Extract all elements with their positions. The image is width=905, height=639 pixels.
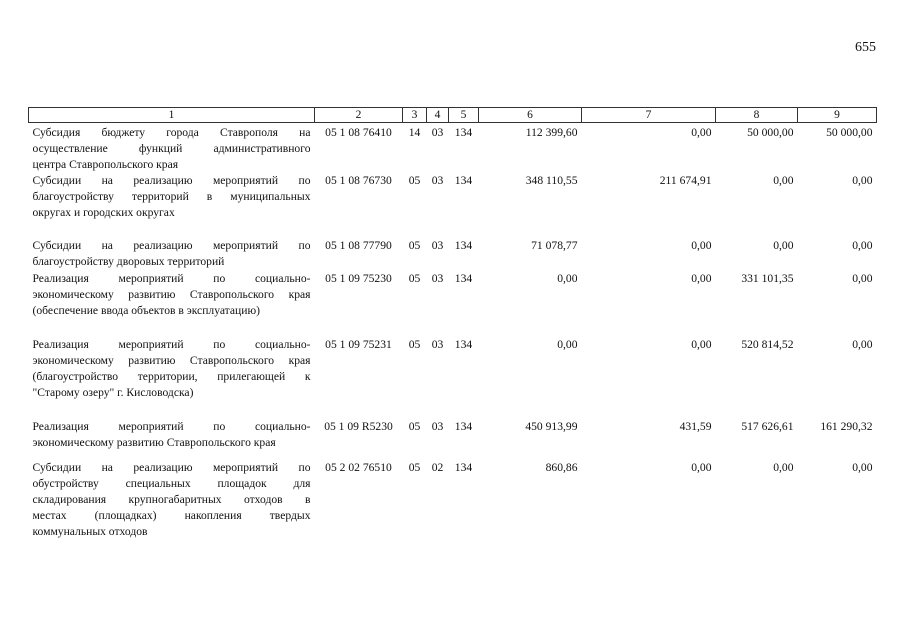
- amount-col7: 0,00: [691, 239, 712, 252]
- description-line: "Старому озеру" г. Кисловодска): [32, 386, 194, 399]
- amount-col8: 517 626,61: [741, 420, 794, 433]
- target-article-code: 05 1 08 76410: [325, 126, 392, 139]
- table-row: [29, 337, 877, 419]
- section-code: 03: [431, 239, 444, 252]
- amount-col8: 331 101,35: [741, 272, 794, 285]
- section-code: 03: [431, 174, 444, 187]
- section-code: 03: [431, 338, 444, 351]
- page-number: 655: [855, 40, 876, 55]
- target-article-code: 05 1 09 75230: [325, 272, 392, 285]
- description-line: Субсидии на реализацию мероприятий по: [32, 461, 311, 474]
- amount-col6: 348 110,55: [525, 174, 578, 187]
- amount-col8: 520 814,52: [741, 338, 794, 351]
- table-row: [29, 271, 877, 337]
- ministry-code: 05: [408, 461, 421, 474]
- ministry-code: 05: [408, 338, 421, 351]
- amount-col6: 0,00: [557, 338, 578, 351]
- description-line: Реализация мероприятий по социально-: [32, 338, 311, 351]
- column-number-row: [29, 108, 877, 123]
- column-header: 3: [403, 108, 427, 123]
- amount-col6: 112 399,60: [525, 126, 578, 139]
- column-header: 6: [479, 108, 582, 123]
- amount-col9: 0,00: [852, 272, 873, 285]
- description-line: складирования крупногабаритных отходов в: [32, 493, 311, 506]
- amount-col6: 450 913,99: [525, 420, 578, 433]
- target-article-code: 05 1 08 76730: [325, 174, 392, 187]
- ministry-code: 05: [408, 239, 421, 252]
- amount-col8: 0,00: [773, 461, 794, 474]
- amount-col7: 431,59: [679, 420, 712, 433]
- amount-col8: 50 000,00: [747, 126, 794, 139]
- expense-type-code: 134: [454, 461, 473, 474]
- amount-col9: 50 000,00: [826, 126, 873, 139]
- column-header: 7: [582, 108, 716, 123]
- description-line: Субсидии на реализацию мероприятий по: [32, 239, 311, 252]
- expense-type-code: 134: [454, 174, 473, 187]
- description-line: (обеспечение ввода объектов в эксплуатацию): [32, 304, 260, 317]
- description-line: благоустройству территорий в муниципальных: [32, 190, 311, 203]
- amount-col9: 0,00: [852, 174, 873, 187]
- row-description: [29, 419, 315, 460]
- amount-col6: 71 078,77: [531, 239, 578, 252]
- amount-col7: 211 674,91: [659, 174, 712, 187]
- description-line: Субсидии на реализацию мероприятий по: [32, 174, 311, 187]
- target-article-code: 05 1 09 R5230: [324, 420, 393, 433]
- description-line: осуществление функций административного: [32, 142, 311, 155]
- row-description: [29, 173, 315, 238]
- description-line: экономическому развитию Ставропольского края: [32, 354, 311, 367]
- column-header: 2: [315, 108, 403, 123]
- ministry-code: 05: [408, 420, 421, 433]
- description-line: (благоустройство территории, прилегающей к: [32, 370, 311, 383]
- description-line: благоустройству дворовых территорий: [32, 255, 225, 268]
- amount-col9: 0,00: [852, 239, 873, 252]
- column-header: 1: [29, 108, 315, 123]
- row-description: [29, 271, 315, 337]
- description-line: обустройству специальных площадок для: [32, 477, 311, 490]
- target-article-code: 05 1 08 77790: [325, 239, 392, 252]
- amount-col6: 0,00: [557, 272, 578, 285]
- ministry-code: 05: [408, 272, 421, 285]
- description-line: Реализация мероприятий по социально-: [32, 272, 311, 285]
- column-header: 9: [798, 108, 877, 123]
- row-description: [29, 460, 315, 540]
- amount-col7: 0,00: [691, 272, 712, 285]
- table-row: [29, 123, 877, 174]
- column-header: 5: [449, 108, 479, 123]
- amount-col9: 0,00: [852, 461, 873, 474]
- section-code: 03: [431, 420, 444, 433]
- description-line: центра Ставропольского края: [32, 158, 179, 171]
- column-header: 4: [427, 108, 449, 123]
- expense-type-code: 134: [454, 420, 473, 433]
- expense-type-code: 134: [454, 239, 473, 252]
- description-line: Реализация мероприятий по социально-: [32, 420, 311, 433]
- amount-col6: 860,86: [545, 461, 578, 474]
- amount-col7: 0,00: [691, 338, 712, 351]
- description-line: коммунальных отходов: [32, 525, 148, 538]
- amount-col7: 0,00: [691, 461, 712, 474]
- amount-col9: 0,00: [852, 338, 873, 351]
- ministry-code: 05: [408, 174, 421, 187]
- section-code: 02: [431, 461, 444, 474]
- description-line: экономическому развитию Ставропольского края: [32, 436, 276, 449]
- description-line: Субсидия бюджету города Ставрополя на: [32, 126, 311, 139]
- section-code: 03: [431, 126, 444, 139]
- table-row: [29, 419, 877, 460]
- amount-col7: 0,00: [691, 126, 712, 139]
- ministry-code: 14: [408, 126, 421, 139]
- amount-col8: 0,00: [773, 174, 794, 187]
- description-line: округах и городских округах: [32, 206, 175, 219]
- column-header: 8: [716, 108, 798, 123]
- row-description: [29, 238, 315, 271]
- row-description: [29, 123, 315, 174]
- description-line: экономическому развитию Ставропольского края: [32, 288, 311, 301]
- section-code: 03: [431, 272, 444, 285]
- table-row: [29, 238, 877, 271]
- budget-table: [28, 107, 877, 540]
- expense-type-code: 134: [454, 338, 473, 351]
- description-line: местах (площадках) накопления твердых: [32, 509, 311, 522]
- target-article-code: 05 1 09 75231: [325, 338, 392, 351]
- table-row: [29, 173, 877, 238]
- row-description: [29, 337, 315, 419]
- expense-type-code: 134: [454, 272, 473, 285]
- amount-col8: 0,00: [773, 239, 794, 252]
- table-row: [29, 460, 877, 540]
- amount-col9: 161 290,32: [820, 420, 873, 433]
- expense-type-code: 134: [454, 126, 473, 139]
- target-article-code: 05 2 02 76510: [325, 461, 392, 474]
